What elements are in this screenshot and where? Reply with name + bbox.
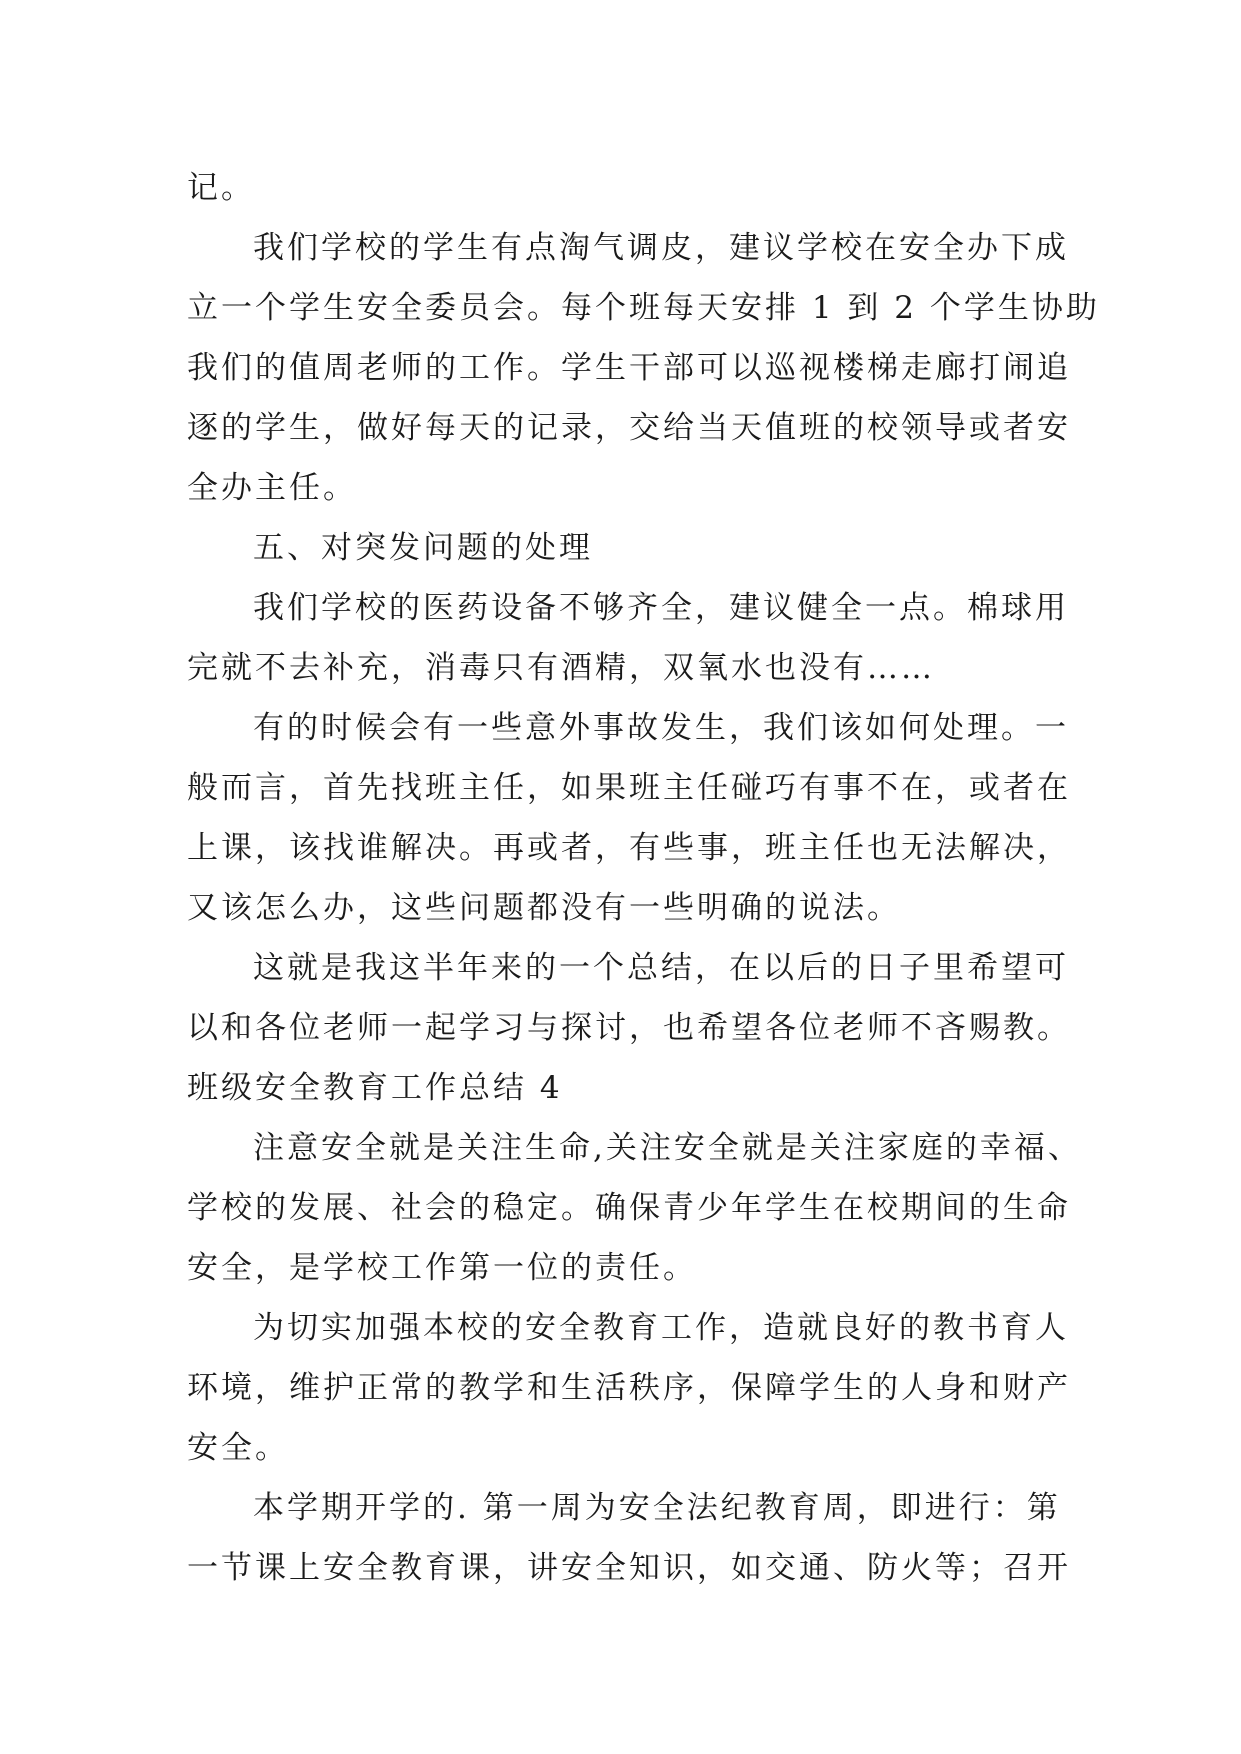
text-line: 全办主任。 <box>187 470 357 506</box>
text-line: 有的时候会有一些意外事故发生，我们该如何处理。一 <box>253 710 1069 746</box>
section-heading: 五、对突发问题的处理 <box>253 530 593 566</box>
text-line: 安全，是学校工作第一位的责任。 <box>187 1250 697 1286</box>
text-line: 我们学校的学生有点淘气调皮，建议学校在安全办下成 <box>253 230 1069 266</box>
text-line: 为切实加强本校的安全教育工作，造就良好的教书育人 <box>253 1310 1069 1346</box>
text-line: 又该怎么办，这些问题都没有一些明确的说法。 <box>187 890 901 926</box>
text-line: 记。 <box>187 170 255 206</box>
text-line: 上课，该找谁解决。再或者，有些事，班主任也无法解决， <box>187 830 1071 866</box>
text-line: 一节课上安全教育课，讲安全知识，如交通、防火等；召开 <box>187 1550 1071 1586</box>
document-title: 班级安全教育工作总结 4 <box>187 1070 563 1106</box>
text-line: 学校的发展、社会的稳定。确保青少年学生在校期间的生命 <box>187 1190 1071 1226</box>
text-line: 般而言，首先找班主任，如果班主任碰巧有事不在，或者在 <box>187 770 1071 806</box>
text-line: 逐的学生，做好每天的记录，交给当天值班的校领导或者安 <box>187 410 1071 446</box>
text-line: 本学期开学的. 第一周为安全法纪教育周，即进行：第 <box>253 1490 1061 1526</box>
text-line: 安全。 <box>187 1430 289 1466</box>
document-body <box>187 158 1100 1598</box>
text-line: 我们学校的医药设备不够齐全，建议健全一点。棉球用 <box>253 590 1069 626</box>
text-line: 我们的值周老师的工作。学生干部可以巡视楼梯走廊打闹追 <box>187 350 1071 386</box>
text-line: 这就是我这半年来的一个总结，在以后的日子里希望可 <box>253 950 1069 986</box>
text-line: 完就不去补充，消毒只有酒精，双氧水也没有…… <box>187 650 935 686</box>
text-line: 立一个学生安全委员会。每个班每天安排 1 到 2 个学生协助 <box>187 290 1100 326</box>
text-line: 注意安全就是关注生命,关注安全就是关注家庭的幸福、 <box>253 1130 1082 1166</box>
text-line: 环境，维护正常的教学和生活秩序，保障学生的人身和财产 <box>187 1370 1071 1406</box>
text-line: 以和各位老师一起学习与探讨，也希望各位老师不吝赐教。 <box>187 1010 1071 1046</box>
